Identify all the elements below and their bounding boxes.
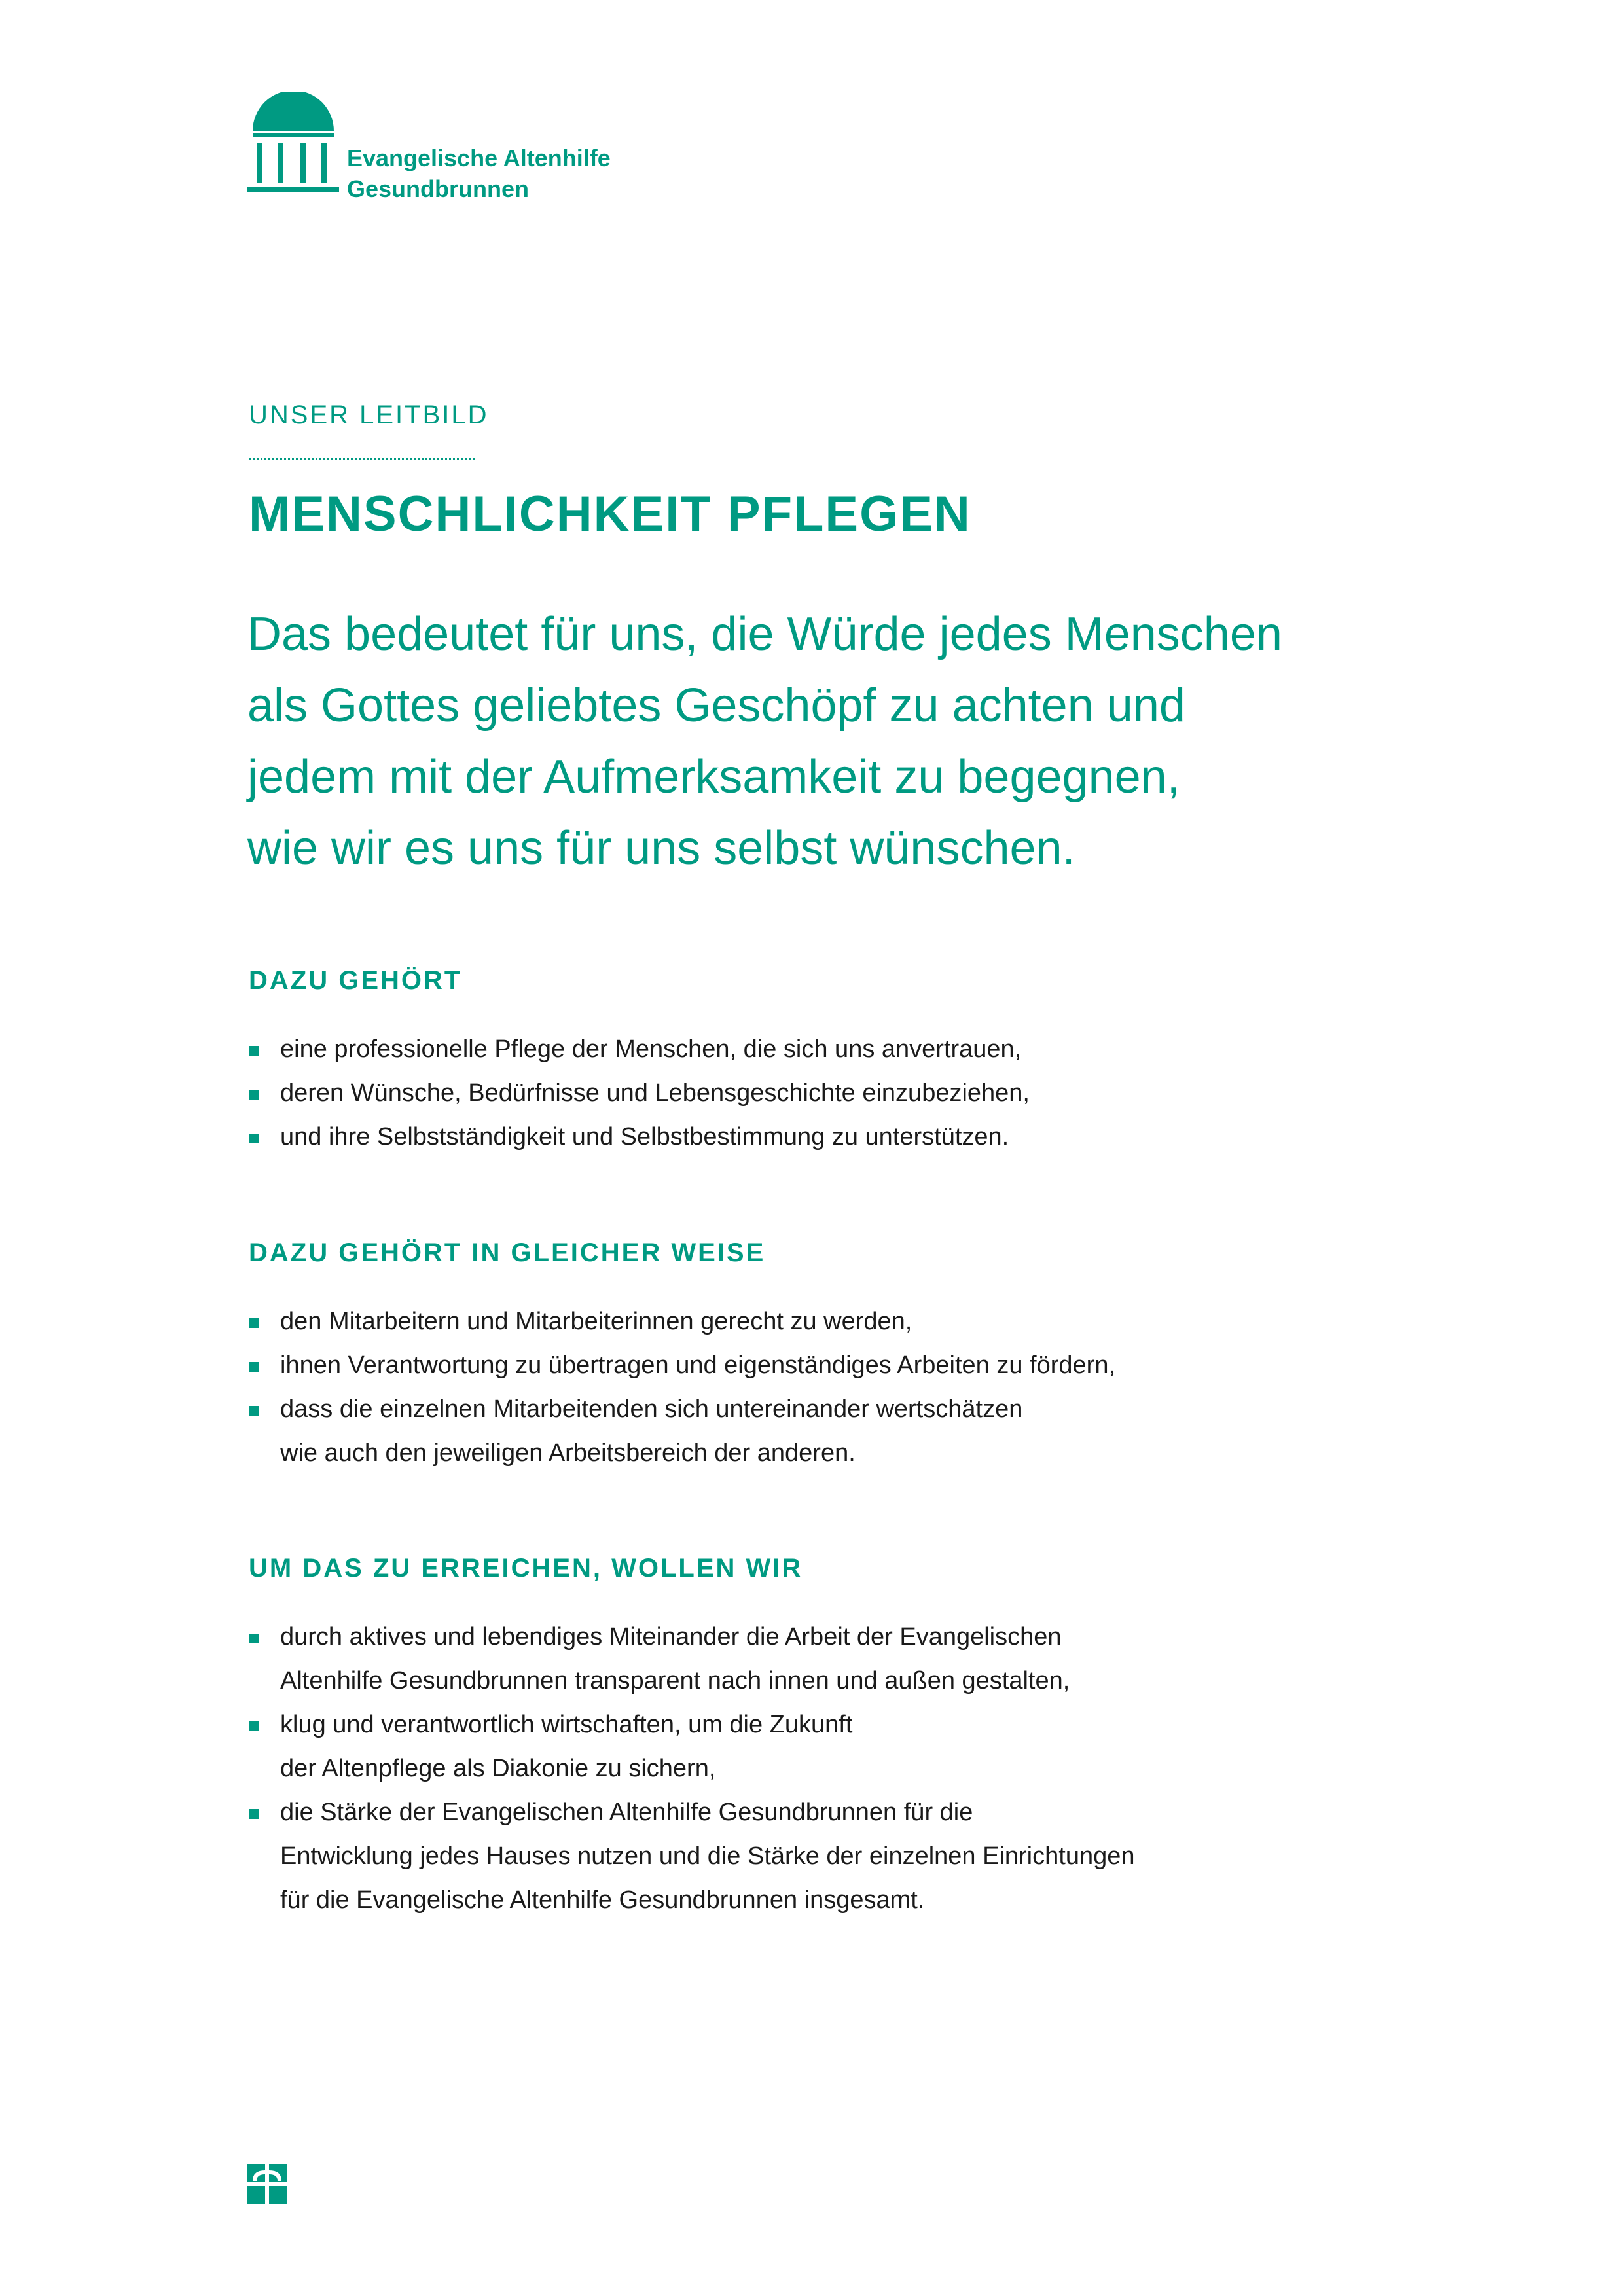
page-title: MENSCHLICHKEIT PFLEGEN <box>249 486 971 542</box>
list-item: den Mitarbeitern und Mitarbeiterinnen gerecht zu werden, <box>246 1300 1490 1344</box>
list-item: eine professionelle Pflege der Menschen, die sich uns anvertrauen, <box>246 1028 1490 1071</box>
lead-line: als Gottes geliebtes Geschöpf zu achten und <box>247 679 1185 732</box>
lead-line: Das bedeutet für uns, die Würde jedes Menschen <box>247 608 1282 660</box>
square-bullet-icon <box>249 1090 259 1100</box>
list-item: durch aktives und lebendiges Miteinander die Arbeit der Evangelischen Altenhilfe Gesundbrunnen transparent nach innen und außen gestalten, <box>246 1615 1490 1703</box>
list-item: und ihre Selbstständigkeit und Selbstbestimmung zu unterstützen. <box>246 1115 1490 1159</box>
square-bullet-icon <box>249 1809 259 1819</box>
kicker-label: UNSER LEITBILD <box>249 401 489 429</box>
bullet-list-um-das-zu-erreichen <box>246 1615 1490 1922</box>
bullet-list-dazu-gehoert <box>246 1028 1490 1159</box>
list-item: ihnen Verantwortung zu übertragen und eigenständiges Arbeiten zu fördern, <box>246 1344 1490 1388</box>
lead-paragraph <box>247 599 1360 884</box>
section-heading-dazu-gehoert: DAZU GEHÖRT <box>249 966 463 995</box>
diakonie-cross-icon <box>247 2164 287 2204</box>
square-bullet-icon <box>249 1046 259 1056</box>
square-bullet-icon <box>249 1134 259 1143</box>
lead-line: wie wir es uns für uns selbst wünschen. <box>247 822 1075 874</box>
square-bullet-icon <box>249 1721 259 1731</box>
bullet-list-gleicher-weise <box>246 1300 1490 1475</box>
lead-line: jedem mit der Aufmerksamkeit zu begegnen, <box>247 751 1180 803</box>
dotted-divider <box>249 458 475 460</box>
square-bullet-icon <box>249 1318 259 1328</box>
section-heading-um-das-zu-erreichen: UM DAS ZU ERREICHEN, WOLLEN WIR <box>249 1554 803 1583</box>
list-item: die Stärke der Evangelischen Altenhilfe Gesundbrunnen für die Entwicklung jedes Hauses nutzen und die Stärke der einzelnen Einrichtungen für die Evangelische Altenhilfe Gesundbrunnen insgesamt. <box>246 1791 1490 1922</box>
square-bullet-icon <box>249 1362 259 1372</box>
list-item: deren Wünsche, Bedürfnisse und Lebensgeschichte einzubeziehen, <box>246 1071 1490 1115</box>
colonnade-logo-icon <box>247 92 339 196</box>
square-bullet-icon <box>249 1406 259 1416</box>
square-bullet-icon <box>249 1634 259 1643</box>
organization-name-line2: Gesundbrunnen <box>347 175 529 202</box>
list-item: dass die einzelnen Mitarbeitenden sich untereinander wertschätzen wie auch den jeweiligen Arbeitsbereich der anderen. <box>246 1388 1490 1475</box>
list-item: klug und verantwortlich wirtschaften, um die Zukunft der Altenpflege als Diakonie zu sichern, <box>246 1703 1490 1791</box>
organization-name <box>347 143 611 204</box>
section-heading-gleicher-weise: DAZU GEHÖRT IN GLEICHER WEISE <box>249 1238 766 1267</box>
organization-name-line1: Evangelische Altenhilfe <box>347 145 611 171</box>
